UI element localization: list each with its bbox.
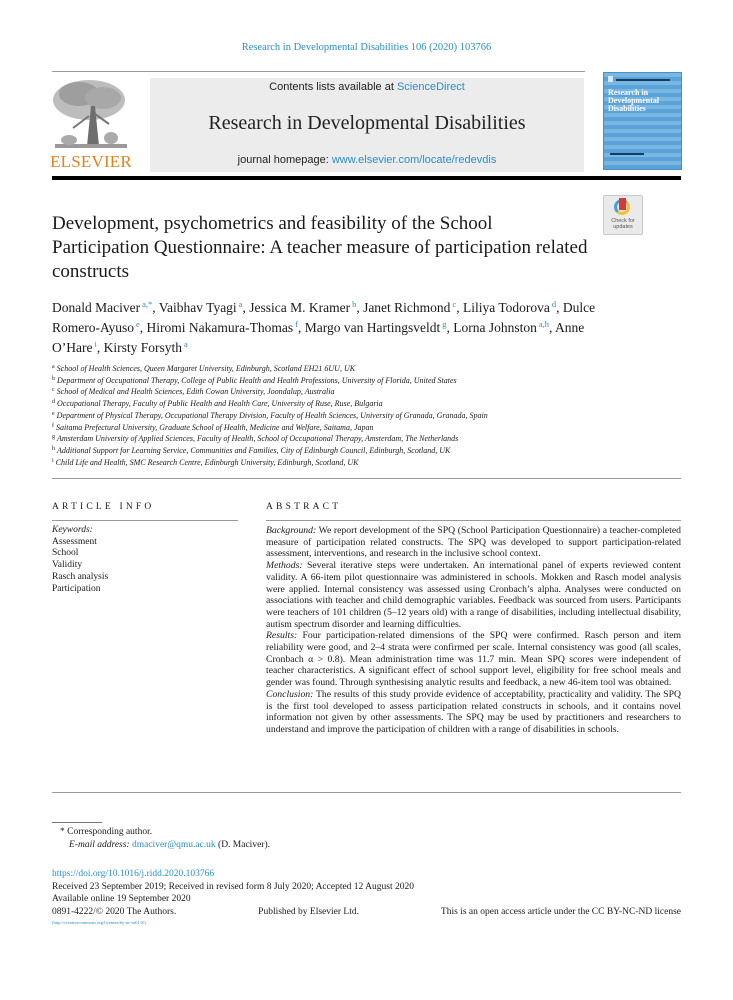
author-name[interactable]: Jessica M. Kramer xyxy=(249,300,351,315)
masthead-thick-rule xyxy=(52,176,681,180)
affiliation-key: h xyxy=(52,445,55,452)
cover-logo-mark xyxy=(608,76,613,82)
section-rule xyxy=(52,478,681,479)
journal-cover-thumbnail[interactable] xyxy=(603,72,682,170)
copyright-text: 0891-4222/© 2020 The Authors. xyxy=(52,906,177,917)
author-name[interactable]: Margo van Hartingsveldt xyxy=(304,320,441,335)
contents-line xyxy=(150,81,584,93)
affiliation-text: Saitama Prefectural University, Graduate School of Health, Medicine and Welfare, Saitama, Japan xyxy=(56,422,374,432)
author-affiliation-marker[interactable]: i xyxy=(94,339,97,349)
article-info-heading: ARTICLE INFO xyxy=(52,502,155,512)
author-separator: , xyxy=(96,340,104,355)
author-separator: , xyxy=(242,300,250,315)
author-name[interactable]: Hiromi Nakamura-Thomas xyxy=(146,320,294,335)
author-separator: , xyxy=(556,300,563,315)
check-updates-label xyxy=(604,218,642,230)
homepage-line xyxy=(150,154,584,166)
crossmark-bookmark-icon xyxy=(619,198,626,210)
publisher-text: Published by Elsevier Ltd. xyxy=(258,906,359,917)
author-affiliation-marker[interactable]: a,h xyxy=(538,319,549,329)
author-separator: , xyxy=(152,300,159,315)
affiliation-text: Amsterdam University of Applied Sciences, Faculty of Health, School of Occupational Therapy, Amsterdam, The Netherlands xyxy=(57,434,459,444)
email-link[interactable]: dmaciver@qmu.ac.uk xyxy=(131,840,216,850)
author-affiliation-marker[interactable]: e xyxy=(136,319,140,329)
publication-history: Received 23 September 2019; Received in revised form 8 July 2020; Accepted 12 August 2020 xyxy=(52,881,414,892)
footnote-rule xyxy=(52,822,102,823)
abstract-methods xyxy=(266,560,681,630)
top-rule xyxy=(52,71,585,72)
affiliation-text: Additional Support for Learning Service, Communities and Families, City of Edinburgh Council, Edinburgh, Scotland, UK xyxy=(57,445,451,455)
check-for-updates-button[interactable] xyxy=(603,195,643,235)
affiliation-key: i xyxy=(52,457,54,464)
affiliation xyxy=(52,363,612,375)
affiliation-list xyxy=(52,363,612,468)
author-name[interactable]: Dulce Romero-Ayuso xyxy=(52,300,596,335)
available-online: Available online 19 September 2020 xyxy=(52,894,191,905)
author-name[interactable]: Donald Maciver xyxy=(52,300,141,315)
abstract-text: The results of this study provide evidence of acceptability, practicality and validity. The SPQ is the first tool developed to assess participation related constructs in schools, and it contains novel information not given by other assessments. The SPQ may be used by practitioners and researchers to understand and improve the participation of children with a range of disabilities in schools. xyxy=(266,688,681,735)
check-updates-label-line2: updates xyxy=(613,224,633,230)
keywords-block xyxy=(52,525,242,595)
abstract-heading: ABSTRACT xyxy=(266,502,342,512)
abstract-background xyxy=(266,525,681,560)
affiliation-key: d xyxy=(52,399,55,406)
author xyxy=(104,340,188,355)
affiliation xyxy=(52,422,612,434)
journal-title: Research in Developmental Disabilities xyxy=(208,112,526,134)
keyword: School xyxy=(52,548,79,559)
affiliation-text: Department of Occupational Therapy, College of Public Health and Health Professions, University of Florida, United States xyxy=(57,375,457,385)
author-affiliation-marker[interactable]: f xyxy=(295,319,298,329)
author-name[interactable]: Lorna Johnston xyxy=(453,320,537,335)
author xyxy=(52,300,159,315)
journal-masthead xyxy=(150,78,584,172)
author-affiliation-marker[interactable]: a xyxy=(238,299,243,309)
cover-title: Research in Developmental Disabilities xyxy=(608,88,660,113)
author-name[interactable]: Vaibhav Tyagi xyxy=(158,300,237,315)
author-separator: , xyxy=(139,320,147,335)
homepage-prefix: journal homepage: xyxy=(237,154,332,166)
cover-rule-bottom xyxy=(610,153,644,155)
abstract-label: Background: xyxy=(266,525,317,536)
affiliation xyxy=(52,410,612,422)
affiliation xyxy=(52,445,612,457)
author-separator: , xyxy=(549,320,556,335)
abstract-results xyxy=(266,630,681,689)
license-url-link[interactable]: (http://creativecommons.org/licenses/by-nc-nd/4.0/). xyxy=(52,920,147,926)
author-affiliation-marker[interactable]: a xyxy=(184,339,188,349)
elsevier-wordmark: ELSEVIER xyxy=(50,152,132,171)
affiliation xyxy=(52,375,612,387)
affiliation-key: a xyxy=(52,364,55,370)
author xyxy=(463,300,563,315)
article-info-rule xyxy=(52,520,238,521)
contents-prefix: Contents lists available at xyxy=(269,81,397,93)
abstract-conclusion xyxy=(266,689,681,736)
affiliation-text: School of Health Sciences, Queen Margaret University, Edinburgh, Scotland EH21 6UU, UK xyxy=(56,364,356,373)
author-name[interactable]: Liliya Todorova xyxy=(462,300,550,315)
corresponding-text: Corresponding author. xyxy=(67,827,153,837)
cover-rule-top xyxy=(616,79,670,81)
affiliation-text: School of Medical and Health Sciences, Edith Cowan University, Joondalup, Australia xyxy=(56,387,335,397)
email-label: E-mail address: xyxy=(69,840,130,850)
author xyxy=(159,300,249,315)
affiliation-key: c xyxy=(52,387,55,394)
check-updates-label-line1: Check for xyxy=(611,218,635,224)
author-name[interactable]: Anne O’Hare xyxy=(52,320,585,355)
abstract-label: Results: xyxy=(266,630,298,642)
footnotes xyxy=(60,826,460,852)
license-text: This is an open access article under the CC BY-NC-ND license xyxy=(440,906,681,917)
running-header[interactable]: Research in Developmental Disabilities 106 (2020) 103766 xyxy=(241,42,492,53)
author-name[interactable]: Kirsty Forsyth xyxy=(103,340,182,355)
author xyxy=(305,320,453,335)
doi-link[interactable]: https://doi.org/10.1016/j.ridd.2020.103766 xyxy=(52,869,215,879)
affiliation-key: e xyxy=(52,410,55,417)
journal-homepage-link[interactable]: www.elsevier.com/locate/redevdis xyxy=(331,154,497,166)
abstract-rule xyxy=(266,520,681,521)
abstract-label: Conclusion: xyxy=(266,688,314,700)
article-title: Development, psychometrics and feasibility of the School Participation Questionnaire: A teacher measure of participation related constructs xyxy=(52,213,588,282)
author-affiliation-marker[interactable]: a,* xyxy=(142,299,153,309)
author-affiliation-marker[interactable]: g xyxy=(442,319,447,329)
keyword: Assessment xyxy=(52,536,97,547)
author-affiliation-marker[interactable]: d xyxy=(551,299,557,309)
author-list xyxy=(52,298,612,358)
email-suffix: (D. Maciver). xyxy=(215,840,270,850)
keyword: Rasch analysis xyxy=(52,571,109,582)
author xyxy=(147,320,305,335)
author-separator: , xyxy=(297,320,305,335)
corresponding-author-note xyxy=(60,826,460,839)
affiliation-key: f xyxy=(52,422,54,429)
affiliation xyxy=(52,398,612,410)
affiliation xyxy=(52,386,612,398)
abstract-body xyxy=(266,525,681,736)
affiliation-text: Department of Physical Therapy, Occupational Therapy Division, Faculty of Health Sciences, University of Granada, Granada, Spain xyxy=(56,410,488,420)
affiliation-key: b xyxy=(52,375,55,382)
affiliation xyxy=(52,457,612,469)
author-separator: , xyxy=(456,300,463,315)
abstract-text: Four participation-related dimensions of the SPQ were confirmed. Rasch person and item reliability were good, and 2–4 strata were confirmed per scale. Internal consistency was good (all scales, Cronbach α > 0.8). Mean administration time was 11.7 min. Mean SPQ scores were independent of teacher characteristics. A significant effect of school support level, eligibility for free school meals and gender was found. Through synthesising analytic results and feedback, a new 46-item tool was obtained. xyxy=(266,630,681,689)
author xyxy=(249,300,363,315)
sciencedirect-link[interactable]: ScienceDirect xyxy=(396,81,465,93)
elsevier-logo[interactable] xyxy=(45,76,137,172)
abstract-label: Methods: xyxy=(266,560,303,572)
author-separator: , xyxy=(446,320,454,335)
affiliation xyxy=(52,433,612,445)
author-affiliation-marker[interactable]: b xyxy=(352,299,357,309)
license-line xyxy=(52,906,681,919)
affiliation-key: g xyxy=(52,434,55,441)
corresponding-marker: * xyxy=(60,827,65,837)
affiliation-text: Child Life and Health, SMC Research Centre, Edinburgh University, Edinburgh, Scotland, UK xyxy=(55,457,359,467)
author-affiliation-marker[interactable]: c xyxy=(452,299,457,309)
author xyxy=(453,320,555,335)
affiliation-text: Occupational Therapy, Faculty of Public Health and Health Care, University of Ruse, Ruse, Bulgaria xyxy=(57,399,383,409)
keyword: Validity xyxy=(52,560,83,571)
keywords-label: Keywords: xyxy=(52,525,93,535)
author xyxy=(363,300,463,315)
keyword: Participation xyxy=(52,583,101,594)
author-separator: , xyxy=(356,300,364,315)
elsevier-tree-icon xyxy=(51,76,131,152)
email-note xyxy=(60,839,460,852)
abstract-text: We report development of the SPQ (School Participation Questionnaire) a teacher-completed measure of participation related constructs. The SPQ was developed to support participation-related assessment, interventions, and research in the inclusive school context. xyxy=(266,525,681,560)
publication-info xyxy=(52,868,681,928)
author-name[interactable]: Janet Richmond xyxy=(363,300,451,315)
abstract-bottom-rule xyxy=(52,792,681,793)
abstract-text: Several iterative steps were undertaken. An international panel of experts reviewed content validity. A 66-item pilot questionnaire was administered in schools. Mokken and Rasch model analysis were applied. Internal consistency was assessed using Cronbach’s alpha. Analyses were conducted on associations with teacher and child demographic variables. Feedback was sourced from users. Participants were teachers of 101 children (5–12 years old) with a range of disabilities, including intellectual disability, autism spectrum disorder and learning difficulties. xyxy=(266,560,681,630)
